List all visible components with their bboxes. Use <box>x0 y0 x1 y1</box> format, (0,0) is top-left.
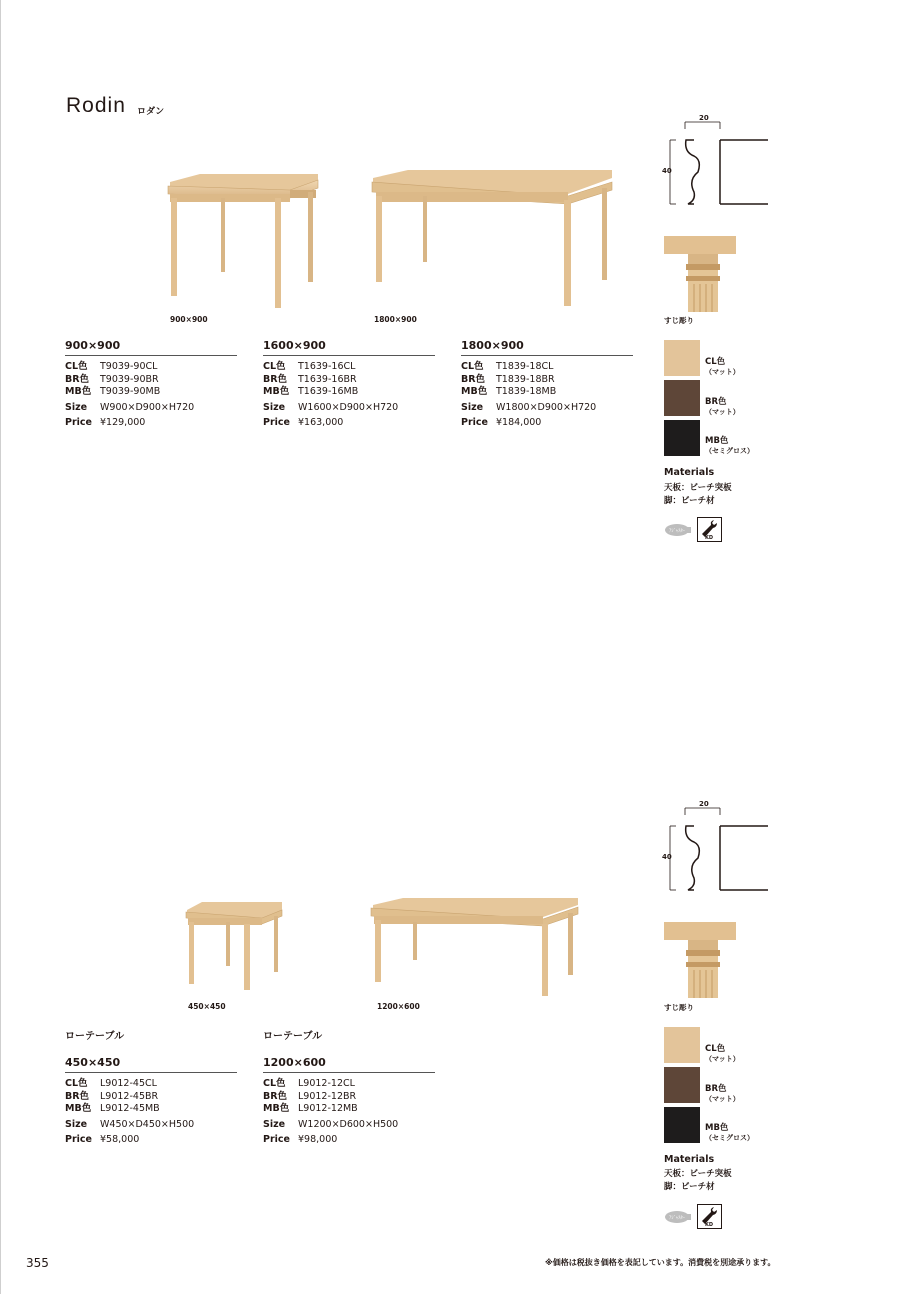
product-name: 1800×900 <box>461 339 633 356</box>
product-450 <box>65 1027 237 1147</box>
edge-profile-diagram <box>660 112 772 212</box>
size-label: Size <box>65 1118 88 1130</box>
swatch-br-label <box>705 397 740 417</box>
swatch-text: BR色 <box>705 1084 727 1094</box>
color-key: BR色 <box>461 373 486 385</box>
swatch-cl-label <box>705 357 740 377</box>
color-key: BR色 <box>65 373 90 385</box>
swatch-text: （セミグロス） <box>705 447 754 455</box>
image-label-450: 450×450 <box>188 1002 226 1011</box>
swatch-text: （マット） <box>705 408 740 416</box>
swatch-cl <box>664 340 700 376</box>
product-code: T1839-18MB <box>496 386 557 397</box>
leg-detail-image <box>664 236 736 312</box>
page-title: Rodin <box>66 94 126 117</box>
color-key: MB色 <box>263 1103 290 1114</box>
kd-icon-2 <box>697 1204 722 1229</box>
price-label: Price <box>263 1134 290 1145</box>
profile-width-2: 20 <box>699 800 709 808</box>
size-label: Size <box>263 401 286 413</box>
materials-heading: Materials <box>664 467 715 478</box>
adjuster-icon-text: ｱｼﾞｬｽﾀｰ <box>669 529 685 534</box>
product-code: T1639-16CL <box>298 361 356 372</box>
price-value: ¥163,000 <box>298 417 344 428</box>
product-code: L9012-12CL <box>298 1078 355 1089</box>
product-1200 <box>263 1027 435 1147</box>
swatch-mb-2 <box>664 1107 700 1143</box>
swatch-br <box>664 380 700 416</box>
swatch-text: （マット） <box>705 1055 740 1063</box>
leg-detail-label-2: すじ彫り <box>664 1003 694 1012</box>
price-value: ¥129,000 <box>100 417 146 428</box>
table-1800-image <box>368 166 616 311</box>
adjuster-icon <box>664 521 692 539</box>
product-code: T9039-90MB <box>100 386 161 397</box>
low-table-1200-image <box>368 895 583 997</box>
swatch-text: （マット） <box>705 368 740 376</box>
price-label: Price <box>263 417 290 428</box>
materials-legs: 脚：ビーチ材 <box>664 496 715 506</box>
size-value: W450×D450×H500 <box>100 1118 195 1130</box>
product-category: ローテーブル <box>65 1031 125 1042</box>
product-code: T1839-18BR <box>496 373 555 385</box>
swatch-cl-2 <box>664 1027 700 1063</box>
materials-legs-2: 脚：ビーチ材 <box>664 1182 715 1192</box>
product-code: T9039-90CL <box>100 361 158 372</box>
color-key: CL色 <box>461 361 484 372</box>
product-code: L9012-45BR <box>100 1090 159 1102</box>
product-code: L9012-45MB <box>100 1103 160 1114</box>
swatch-text: MB色 <box>705 436 729 446</box>
color-key: BR色 <box>263 1090 288 1102</box>
color-key: MB色 <box>65 1103 92 1114</box>
image-label-1200: 1200×600 <box>377 1002 420 1011</box>
swatch-cl-label-2 <box>705 1044 740 1064</box>
swatch-text: （セミグロス） <box>705 1134 754 1142</box>
color-key: MB色 <box>461 386 488 397</box>
swatch-text: （マット） <box>705 1095 740 1103</box>
price-label: Price <box>461 417 488 428</box>
size-value: W900×D900×H720 <box>100 401 195 413</box>
color-key: CL色 <box>263 361 286 372</box>
color-key: CL色 <box>65 361 88 372</box>
size-value: W1600×D900×H720 <box>298 401 399 413</box>
edge-profile-diagram-2 <box>660 798 772 898</box>
materials-top: 天板：ビーチ突板 <box>664 483 732 493</box>
price-value: ¥58,000 <box>100 1134 140 1145</box>
image-label-1800: 1800×900 <box>374 315 417 324</box>
swatch-text: BR色 <box>705 397 727 407</box>
swatch-br-2 <box>664 1067 700 1103</box>
swatch-mb <box>664 420 700 456</box>
low-table-450-image <box>182 898 287 993</box>
profile-height-2: 40 <box>662 853 672 861</box>
product-code: T1639-16BR <box>298 373 357 385</box>
leg-detail-label: すじ彫り <box>664 316 694 325</box>
color-key: CL色 <box>263 1078 286 1089</box>
product-code: L9012-12MB <box>298 1103 358 1114</box>
price-label: Price <box>65 417 92 428</box>
size-value: W1200×D600×H500 <box>298 1118 399 1130</box>
adjuster-icon-2 <box>664 1208 692 1226</box>
product-code: L9012-45CL <box>100 1078 157 1089</box>
materials-top-2: 天板：ビーチ突板 <box>664 1169 732 1179</box>
product-code: L9012-12BR <box>298 1090 357 1102</box>
swatch-text: CL色 <box>705 357 726 367</box>
size-label: Size <box>461 401 484 413</box>
page-number: 355 <box>26 1256 49 1270</box>
product-name: 1600×900 <box>263 339 435 356</box>
product-900 <box>65 339 237 430</box>
adjuster-icon-text: ｱｼﾞｬｽﾀｰ <box>669 1216 685 1221</box>
leg-detail-image-2 <box>664 922 736 998</box>
page-title-jp: ロダン <box>137 107 165 117</box>
color-key: BR色 <box>263 373 288 385</box>
product-code: T1639-16MB <box>298 386 359 397</box>
color-key: MB色 <box>65 386 92 397</box>
product-name: 450×450 <box>65 1056 237 1073</box>
product-code: T1839-18CL <box>496 361 554 372</box>
price-value: ¥184,000 <box>496 417 542 428</box>
swatch-br-label-2 <box>705 1084 740 1104</box>
product-name: 1200×600 <box>263 1056 435 1073</box>
swatch-mb-label <box>705 436 754 456</box>
color-key: CL色 <box>65 1078 88 1089</box>
price-value: ¥98,000 <box>298 1134 338 1145</box>
color-key: BR色 <box>65 1090 90 1102</box>
tax-note: ※価格は税抜き価格を表記しています。消費税を別途承ります。 <box>545 1258 776 1267</box>
profile-width: 20 <box>699 114 709 122</box>
table-900-image <box>160 168 325 313</box>
swatch-text: MB色 <box>705 1123 729 1133</box>
kd-icon <box>697 517 722 542</box>
materials-heading-2: Materials <box>664 1154 715 1165</box>
size-label: Size <box>65 401 88 413</box>
price-label: Price <box>65 1134 92 1145</box>
page-border <box>0 0 1 1294</box>
product-name: 900×900 <box>65 339 237 356</box>
size-value: W1800×D900×H720 <box>496 401 597 413</box>
image-label-900: 900×900 <box>170 315 208 324</box>
product-code: T9039-90BR <box>100 373 159 385</box>
kd-icon-text: KD <box>704 1222 714 1228</box>
profile-height: 40 <box>662 167 672 175</box>
product-1800 <box>461 339 633 430</box>
product-1600 <box>263 339 435 430</box>
color-key: MB色 <box>263 386 290 397</box>
swatch-text: CL色 <box>705 1044 726 1054</box>
product-category: ローテーブル <box>263 1031 323 1042</box>
swatch-mb-label-2 <box>705 1123 754 1143</box>
kd-icon-text: KD <box>704 535 714 541</box>
size-label: Size <box>263 1118 286 1130</box>
